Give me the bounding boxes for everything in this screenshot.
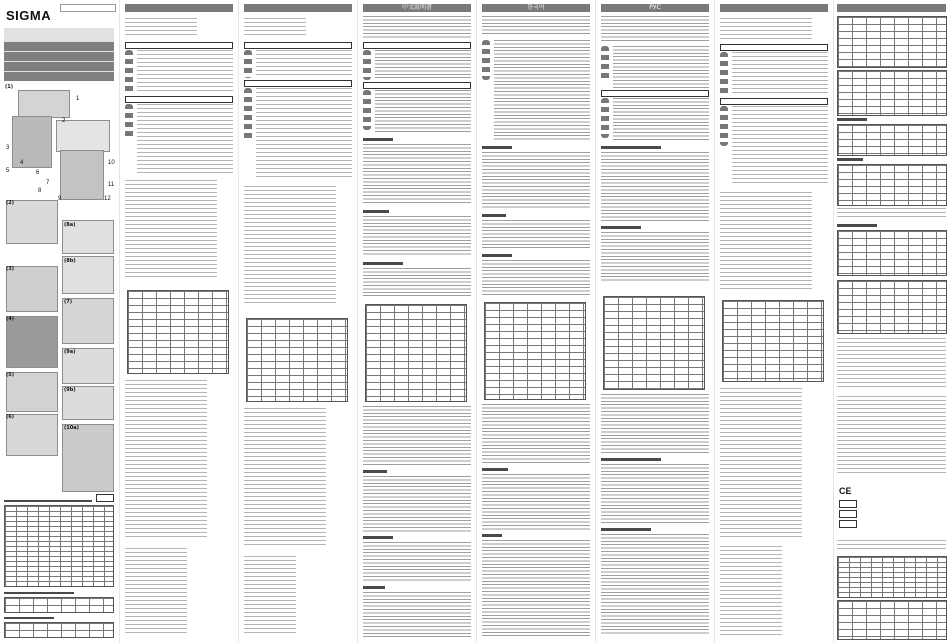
language-row: [4, 42, 114, 51]
text-block: [720, 388, 802, 538]
spec-table: [837, 70, 947, 116]
section-heading: [482, 146, 512, 149]
text-block: [125, 180, 217, 280]
text-block: [601, 394, 709, 454]
caution-icons: [720, 106, 728, 146]
text-block: [720, 18, 812, 40]
warning-icons: [363, 50, 371, 80]
part-number: 5: [6, 168, 10, 174]
text-block: [256, 88, 352, 178]
warning-icons: [601, 46, 609, 82]
section-heading: [363, 210, 389, 213]
section-heading: [837, 158, 863, 161]
sigma-logo: SIGMA: [6, 8, 52, 23]
table-label-box: [96, 494, 114, 502]
spec-table: [837, 16, 947, 68]
panel-divider: [714, 0, 715, 643]
section-heading: [482, 214, 506, 217]
text-block: [482, 474, 590, 530]
text-block: [837, 208, 946, 220]
text-block: [125, 18, 197, 38]
figure-label: (8a): [64, 222, 76, 228]
flash-rear-view: [60, 150, 104, 200]
caution-icons: [244, 88, 252, 140]
table-heading: [4, 617, 54, 619]
figure-4-battery-compartment: [6, 316, 58, 368]
section-heading: [363, 536, 393, 539]
section-heading: [363, 470, 387, 473]
figure-5: [6, 372, 58, 412]
table: [4, 622, 114, 638]
page-header: 中文說明書: [363, 4, 471, 12]
table: [603, 296, 705, 390]
text-block: [244, 186, 336, 306]
section-heading: [601, 146, 661, 149]
ce-mark: CE: [839, 486, 852, 496]
figure-3: [6, 266, 58, 312]
caution-icons: [601, 98, 609, 138]
panel-divider: [119, 0, 120, 643]
figure-label: (5): [6, 372, 15, 378]
panel-divider: [595, 0, 596, 643]
spec-table: [837, 124, 947, 156]
figure-label: (4): [6, 316, 15, 322]
flash-front-view: [18, 90, 70, 118]
text-block: [375, 50, 471, 80]
flash-head-view: [56, 120, 110, 152]
figure-label: (6): [6, 414, 15, 420]
hazardous-substances-table: [837, 556, 947, 598]
table: [837, 600, 947, 640]
text-block: [244, 18, 306, 38]
part-number: 3: [6, 145, 10, 151]
text-block: [601, 464, 709, 524]
text-block: [720, 546, 782, 636]
certification-box: [839, 500, 857, 508]
text-block: [482, 220, 590, 250]
caution-banner: [601, 90, 709, 97]
section-heading: [837, 224, 877, 227]
page-header: [720, 4, 828, 12]
warning-icons: [125, 50, 133, 94]
caution-icons: [363, 90, 371, 130]
table: [246, 318, 348, 402]
text-block: [732, 52, 828, 96]
part-number: 4: [20, 160, 24, 166]
figure-label: (9a): [64, 349, 76, 355]
text-block: [363, 592, 471, 638]
caution-banner: [720, 98, 828, 105]
page-header: [244, 4, 352, 12]
table: [365, 304, 467, 402]
text-block: [244, 556, 296, 636]
guide-number-table: [4, 505, 114, 587]
certification-box: [839, 520, 857, 528]
caution-banner: [244, 80, 352, 87]
figure-label: (2): [6, 200, 15, 206]
text-block: [363, 16, 471, 38]
text-block: [482, 152, 590, 208]
text-block: [137, 104, 233, 174]
text-block: [837, 540, 946, 552]
text-block: [494, 40, 590, 140]
text-block: [363, 144, 471, 204]
part-number: 10: [108, 160, 115, 166]
text-block: [137, 50, 233, 94]
text-panel-a: [121, 0, 237, 643]
figure-label: (3): [6, 266, 15, 272]
panel-divider: [476, 0, 477, 643]
table: [4, 597, 114, 613]
figure-label: (10a): [64, 425, 79, 431]
warning-icons: [244, 50, 252, 78]
cover-panel: [0, 0, 118, 643]
model-box: [60, 4, 116, 12]
text-block: [482, 404, 590, 464]
panel-divider: [833, 0, 834, 643]
text-block: [363, 268, 471, 298]
table: [127, 290, 229, 374]
section-heading: [363, 138, 393, 141]
specifications-panel: [835, 0, 948, 643]
text-block: [125, 380, 207, 540]
figure-label: (9b): [64, 387, 76, 393]
text-block: [837, 396, 946, 476]
section-heading: [363, 586, 385, 589]
text-block: [601, 152, 709, 222]
section-heading: [837, 118, 867, 121]
text-block: [601, 232, 709, 282]
text-block: [720, 192, 812, 292]
warning-banner: [720, 44, 828, 51]
table: [722, 300, 824, 382]
text-block: [482, 16, 590, 36]
text-block: [363, 216, 471, 256]
page-header: [837, 4, 946, 12]
figure-2: [6, 200, 58, 244]
caution-banner: [363, 82, 471, 89]
figure-10: [62, 424, 114, 492]
text-block: [375, 90, 471, 134]
warning-icons: [720, 52, 728, 96]
part-number: 11: [108, 182, 115, 188]
text-block: [732, 106, 828, 186]
section-heading: [482, 534, 502, 537]
text-block: [363, 406, 471, 466]
part-number: 8: [38, 188, 42, 194]
caution-icons: [125, 104, 133, 140]
section-heading: [601, 458, 661, 461]
figure-label: (7): [64, 299, 73, 305]
text-block: [601, 16, 709, 42]
part-number: 7: [46, 180, 50, 186]
text-panel-b: [240, 0, 356, 643]
table-heading: [4, 500, 92, 502]
chinese-panel: [359, 0, 475, 643]
warning-icons: [482, 40, 490, 80]
part-number: 1: [76, 96, 80, 102]
table-heading: [4, 592, 74, 594]
text-block: [837, 338, 946, 388]
part-number: 6: [36, 170, 40, 176]
text-block: [363, 476, 471, 532]
russian-panel: [597, 0, 713, 643]
panel-divider: [238, 0, 239, 643]
page-header: РУС: [601, 4, 709, 12]
text-block: [256, 50, 352, 78]
text-block: [613, 46, 709, 90]
caution-banner: [125, 96, 233, 103]
text-block: [482, 260, 590, 296]
section-heading: [601, 528, 651, 531]
spec-table: [837, 230, 947, 276]
text-block: [601, 534, 709, 636]
language-row: [4, 62, 114, 71]
korean-panel: [478, 0, 594, 643]
text-block: [244, 408, 326, 548]
section-heading: [601, 226, 641, 229]
section-heading: [482, 254, 512, 257]
warning-banner: [244, 42, 352, 49]
section-heading: [482, 468, 508, 471]
text-panel-c: [716, 0, 832, 643]
text-block: [613, 98, 709, 142]
part-number: 12: [104, 196, 111, 202]
panel-divider: [357, 0, 358, 643]
language-row: [4, 72, 114, 81]
text-block: [482, 540, 590, 636]
page-header: 한국어: [482, 4, 590, 12]
part-number: 9: [58, 196, 62, 202]
warning-banner: [125, 42, 233, 49]
section-heading: [363, 262, 403, 265]
part-number: 2: [62, 118, 66, 124]
warning-banner: [363, 42, 471, 49]
figure-6: [6, 414, 58, 456]
figure-label: (1): [5, 84, 14, 90]
spec-table: [837, 280, 947, 334]
spec-table: [837, 164, 947, 206]
text-block: [363, 542, 471, 582]
text-block: [125, 548, 187, 636]
table: [484, 302, 586, 400]
language-row: [4, 52, 114, 61]
certification-box: [839, 510, 857, 518]
figure-label: (8b): [64, 258, 76, 264]
flash-body: [12, 116, 52, 168]
page-header: [125, 4, 233, 12]
